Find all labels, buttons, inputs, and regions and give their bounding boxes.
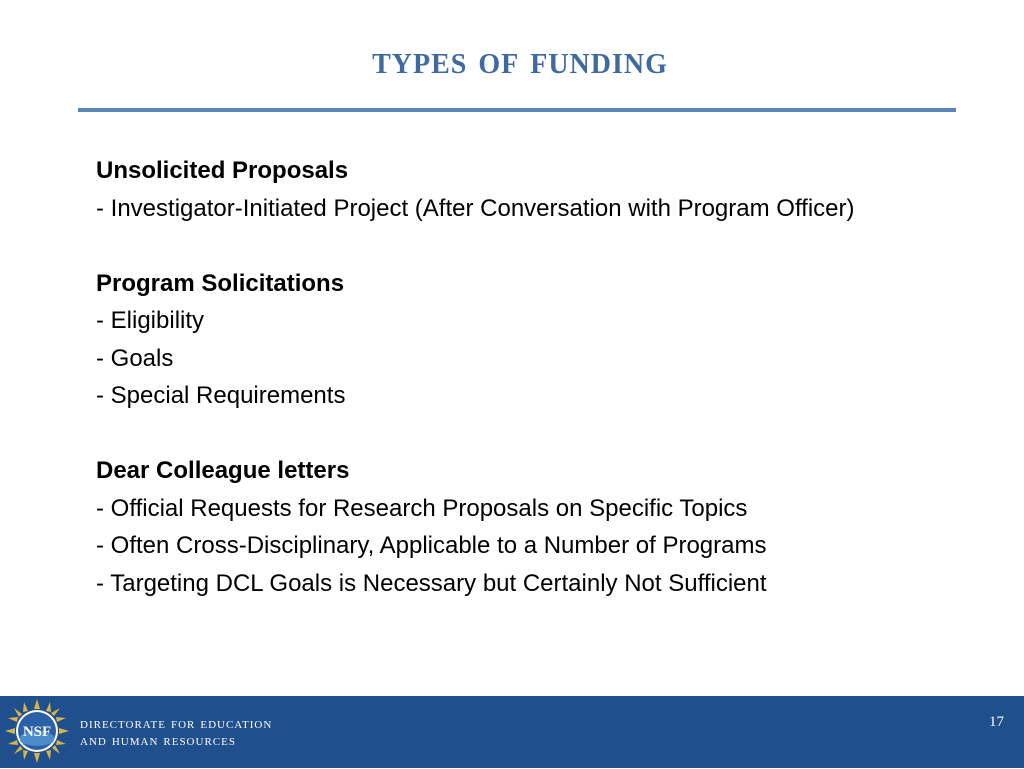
bullet-item: - Targeting DCL Goals is Necessary but Certainly Not Sufficient <box>96 569 767 597</box>
section-program-solicitations <box>96 265 926 415</box>
slide-title: types of funding <box>372 37 668 82</box>
directorate-line-1: directorate for education <box>80 715 273 732</box>
section-heading: Dear Colleague letters <box>96 457 350 484</box>
bullet-item: - Special Requirements <box>96 382 346 409</box>
bullet-item: - Often Cross-Disciplinary, Applicable to a Number of Programs <box>96 532 767 559</box>
bullet-item: - Goals <box>96 344 174 372</box>
section-heading: Unsolicited Proposals <box>96 157 349 184</box>
page-number: 17 <box>989 714 1004 730</box>
footer-bar <box>0 696 1024 768</box>
title-divider <box>78 108 956 112</box>
bullet-item: - Investigator-Initiated Project (After Conversation with Program Officer) <box>96 194 855 222</box>
directorate-line-2: and human resources <box>80 732 236 749</box>
bullet-item: - Eligibility <box>96 307 205 334</box>
nsf-logo-text: NSF <box>22 724 52 740</box>
section-dear-colleague-letters <box>96 452 926 602</box>
slide-content <box>96 152 926 602</box>
section-unsolicited-proposals <box>96 152 926 227</box>
nsf-logo-icon <box>4 698 70 764</box>
section-heading: Program Solicitations <box>96 269 345 297</box>
directorate-label <box>80 715 272 749</box>
bullet-item: - Official Requests for Research Proposals on Specific Topics <box>96 494 748 522</box>
